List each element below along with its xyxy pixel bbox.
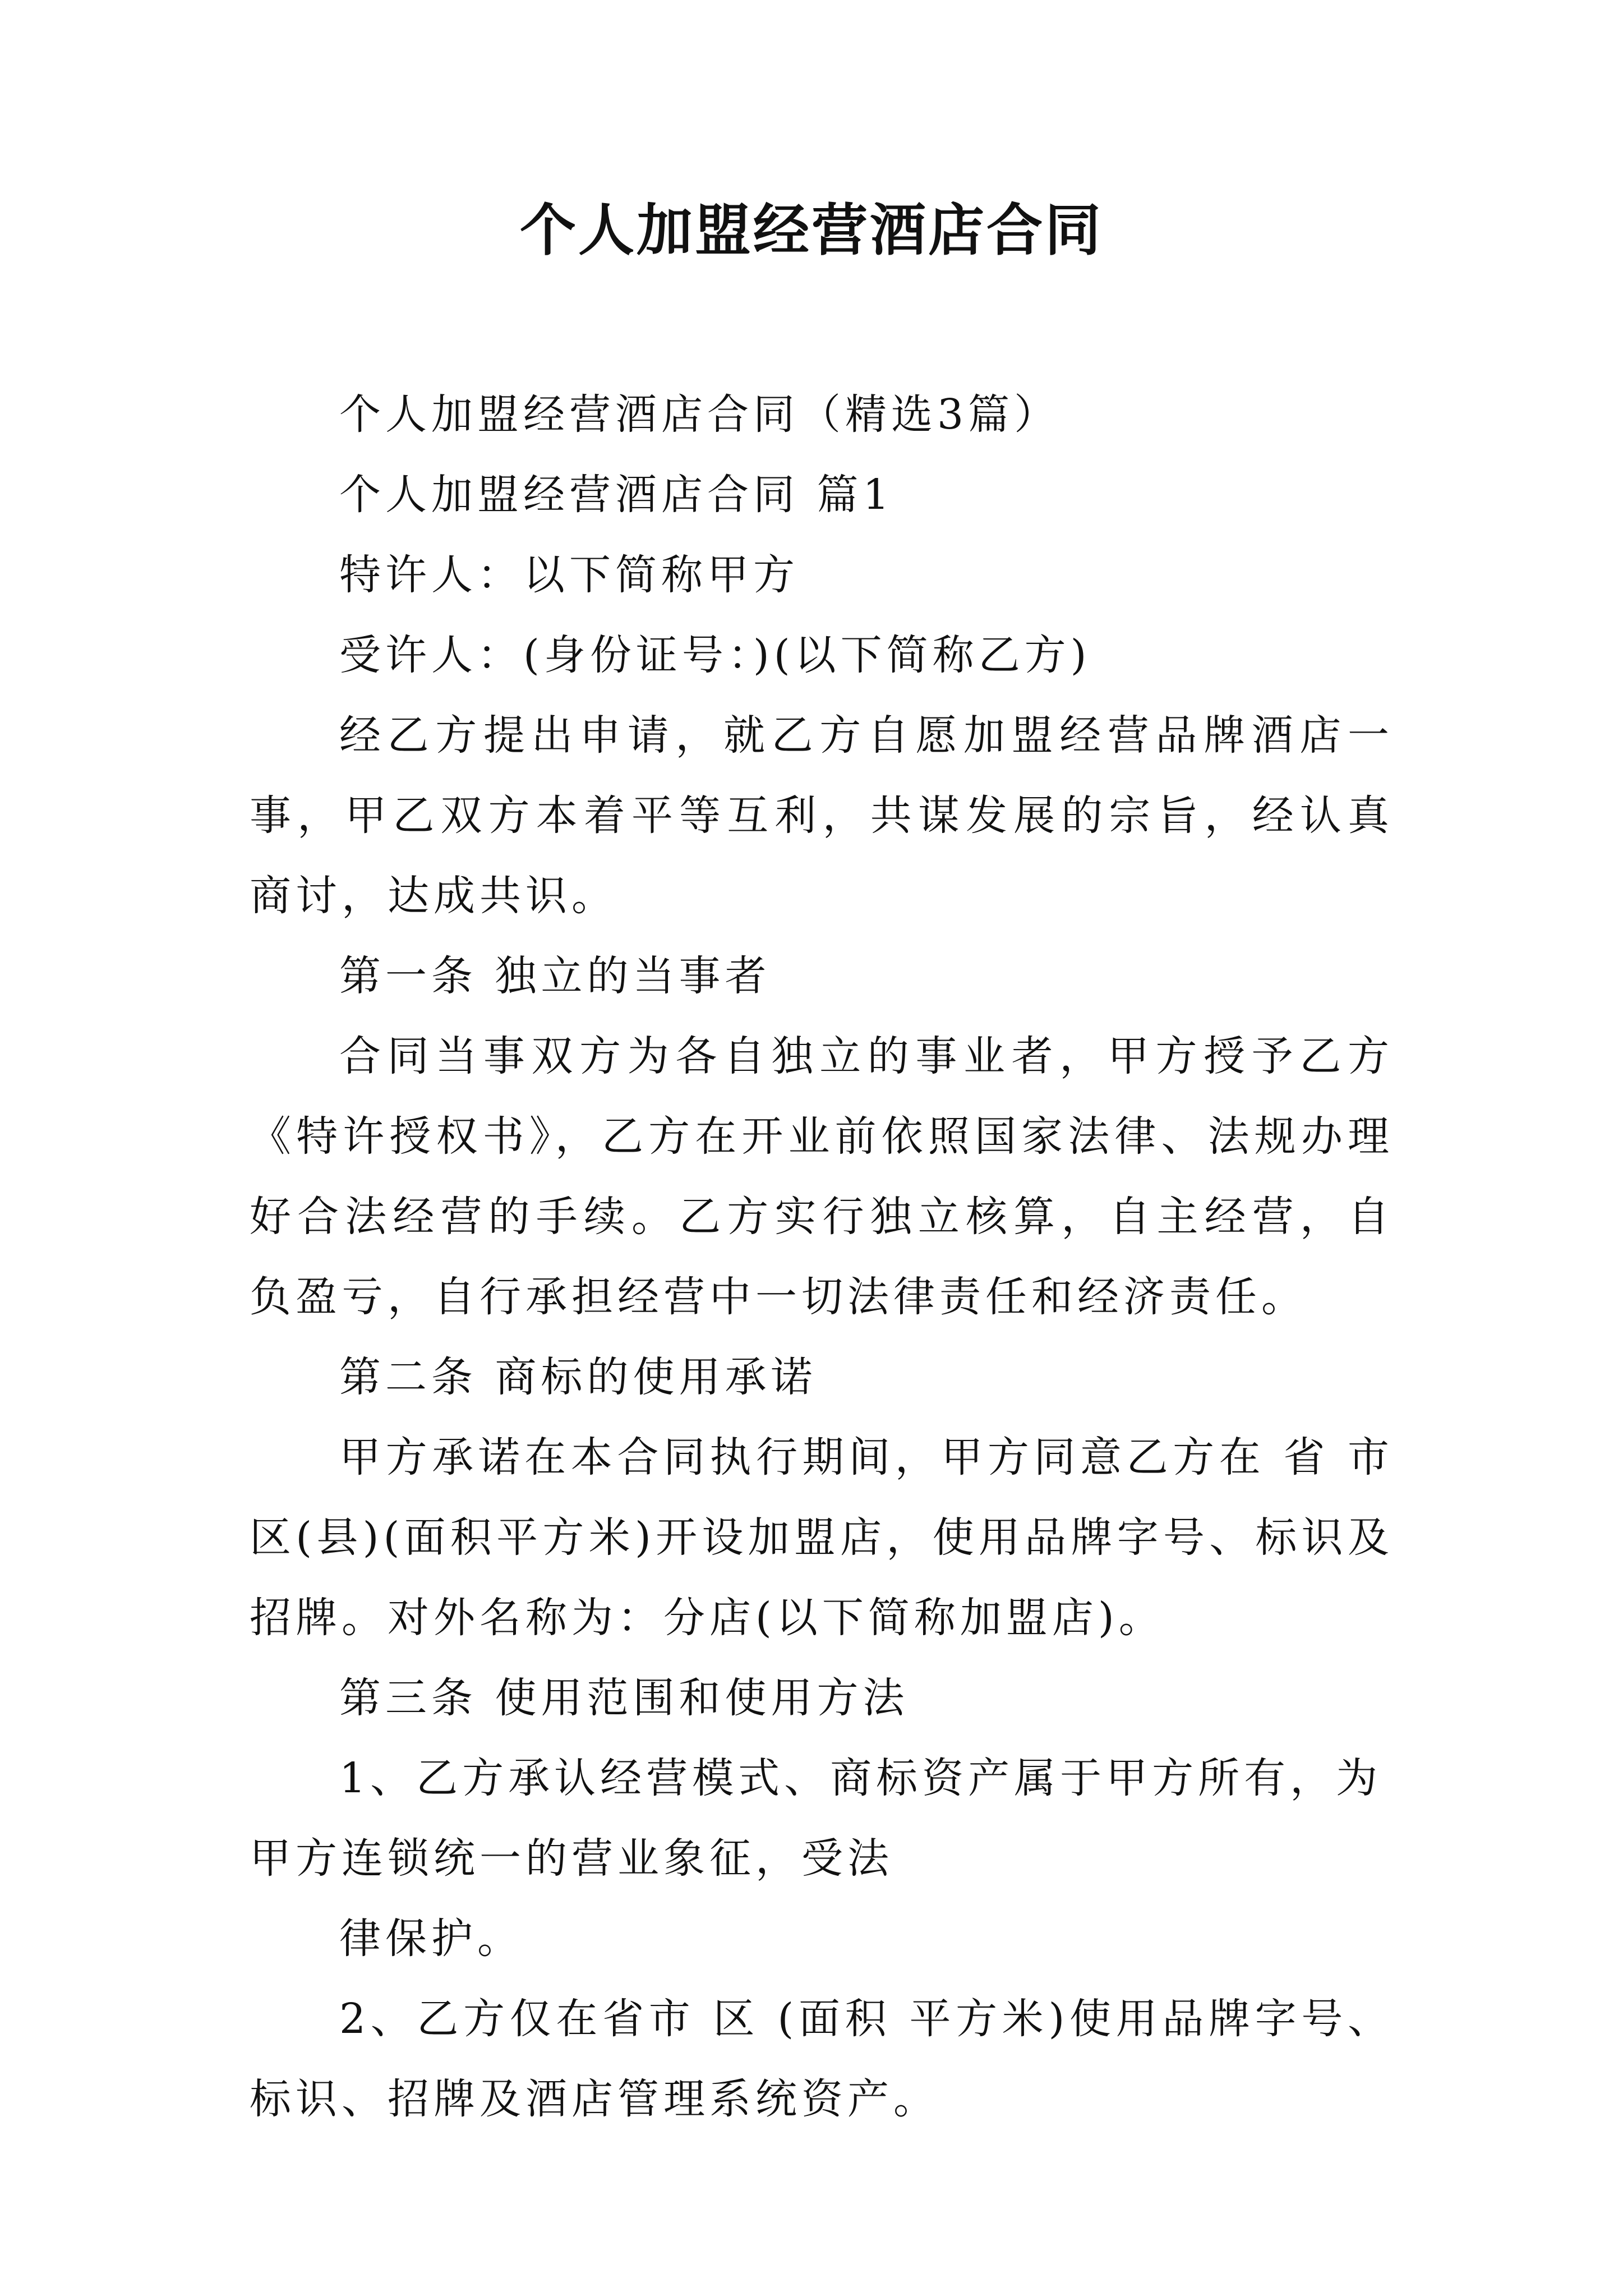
article-3-item-1-cont: 律保护。 — [339, 1915, 523, 1963]
document-title: 个人加盟经营酒店合同 — [520, 197, 1103, 263]
franchisee-line: 受许人：(身份证号：)(以下简称乙方) — [339, 631, 1091, 679]
article-1-body: 合同当事双方为各自独立的事业者，甲方授予乙方《特许授权书》，乙方在开业前依照国家法律、法规办理好合法经营的手续。乙方实行独立核算，自主经营，自负盈亏，自行承担经营中一切法律责任和经济责任。 — [250, 1032, 1394, 1321]
article-1-heading: 第一条 独立的当事者 — [339, 952, 771, 1000]
section-heading: 个人加盟经营酒店合同 篇1 — [339, 471, 894, 519]
article-2-body: 甲方承诺在本合同执行期间，甲方同意乙方在 省 市区(县)(面积平方米)开设加盟店，使用品牌字号、标识及招牌。对外名称为：分店(以下简称加盟店)。 — [250, 1433, 1394, 1642]
preamble-paragraph: 经乙方提出申请，就乙方自愿加盟经营品牌酒店一事，甲乙双方本着平等互利，共谋发展的宗旨，经认真商讨，达成共识。 — [250, 711, 1394, 920]
article-2-heading: 第二条 商标的使用承诺 — [339, 1353, 817, 1401]
article-3-item-1: 1、乙方承认经营模式、商标资产属于甲方所有，为甲方连锁统一的营业象征，受法 — [250, 1754, 1382, 1883]
document-body — [250, 375, 1394, 2139]
franchisor-line: 特许人：以下简称甲方 — [339, 551, 799, 599]
article-3-heading: 第三条 使用范围和使用方法 — [339, 1674, 909, 1722]
doc-subtitle: 个人加盟经营酒店合同（精选3篇） — [339, 390, 1061, 439]
article-3-item-2: 2、乙方仅在省市 区 (面积 平方米)使用品牌字号、标识、招牌及酒店管理系统资产。 — [250, 1995, 1394, 2123]
